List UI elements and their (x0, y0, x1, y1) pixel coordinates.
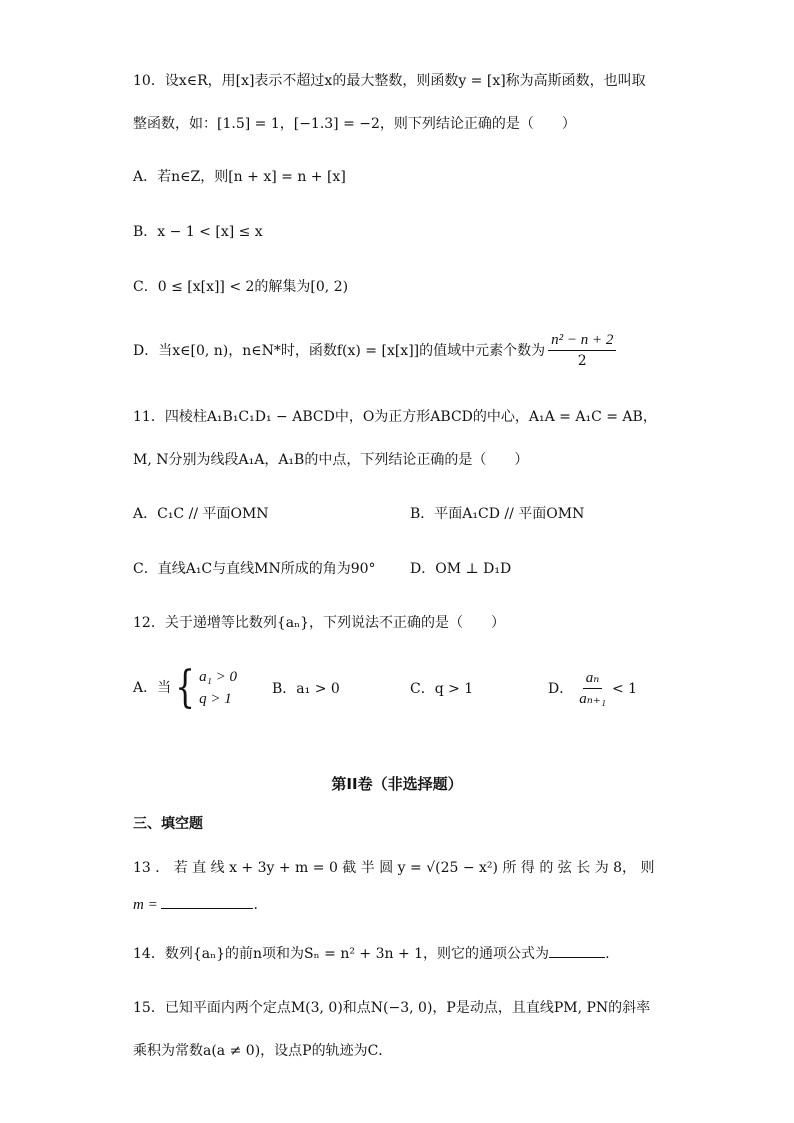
q13-line2 (133, 894, 258, 916)
q11-option-c: C．直线A₁C与直线MN所成的角为90° (133, 561, 376, 577)
q10-line2: 整函数，如：[1.5] = 1，[−1.3] = −2，则下列结论正确的是（ ） (133, 116, 576, 132)
q13-line1: 13 ． 若 直 线 x + 3y + m = 0 截 半 圆 y = √(25 − x²) 所 得 的 弦 长 为 8， 则 (133, 860, 655, 876)
q12-option-a-row2: q > 1 (199, 691, 232, 707)
q11-option-b: B．平面A₁CD // 平面OMN (410, 506, 585, 522)
q12-option-a-row1: a₁ > 0 (199, 669, 237, 685)
q13-answer-prefix: m = (133, 897, 162, 913)
q13-answer-suffix: . (253, 897, 258, 913)
q12-option-d-suffix: < 1 (611, 680, 638, 697)
q12-option-d (548, 668, 637, 709)
q13-answer-blank (161, 894, 253, 909)
q15-line2: 乘积为常数a(a ≠ 0)，设点P的轨迹为C． (133, 1043, 393, 1059)
q12-option-c: C．q > 1 (410, 681, 474, 697)
q10-option-c: C．0 ≤ [x[x]] < 2的解集为[0, 2) (133, 279, 349, 295)
q15-line1: 15．已知平面内两个定点M(3, 0)和点N(−3, 0)，P是动点，且直线PM, PN的斜率 (133, 1000, 651, 1016)
q10-option-d (133, 330, 619, 371)
q14-answer-blank (549, 943, 605, 958)
q14-line (133, 943, 610, 965)
q14-suffix: . (605, 946, 610, 962)
q10-line1: 10．设x∈R，用[x]表示不超过x的最大整数，则函数y = [x]称为高斯函数，也叫取 (133, 73, 646, 89)
q12-option-d-fraction (576, 668, 609, 709)
q10-option-d-text: D．当x∈[0, n)，n∈N*时，函数f(x) = [x[x]]的值域中元素个数为 (133, 342, 546, 359)
q12-option-d-denominator: aₙ₊₁ (579, 691, 606, 707)
q12-option-d-numerator: aₙ (583, 668, 603, 689)
q10-option-d-denominator: 2 (577, 353, 587, 369)
q12-option-a-prefix: A．当 (133, 680, 172, 696)
q12-option-b: B．a₁ > 0 (272, 681, 340, 697)
q12-option-a (133, 662, 237, 713)
q10-option-d-fraction (548, 330, 616, 371)
q10-option-d-numerator: n² − n + 2 (548, 330, 616, 351)
q11-option-a: A．C₁C // 平面OMN (133, 506, 269, 522)
q11-line2: M, N分别为线段A₁A，A₁B的中点，下列结论正确的是（ ） (133, 452, 529, 468)
q10-option-a: A．若n∈Z，则[n + x] = n + [x] (133, 169, 346, 185)
q10-option-b: B．x − 1 < [x] ≤ x (133, 224, 263, 240)
brace-icon: { (175, 662, 195, 713)
q11-option-d: D．OM ⊥ D₁D (410, 561, 512, 577)
q11-line1: 11．四棱柱A₁B₁C₁D₁ − ABCD中，O为正方形ABCD的中心，A₁A = A₁C = AB， (133, 409, 657, 425)
q12-option-a-system (171, 662, 237, 713)
part-title: 第II卷（非选择题） (331, 775, 463, 793)
section-heading: 三、填空题 (133, 816, 203, 832)
q14-text: 14．数列{aₙ}的前n项和为Sₙ = n² + 3n + 1，则它的通项公式为 (133, 946, 550, 962)
q12-line1: 12．关于递增等比数列{aₙ}，下列说法不正确的是（ ） (133, 615, 506, 631)
q12-option-d-prefix: D． (548, 680, 574, 697)
